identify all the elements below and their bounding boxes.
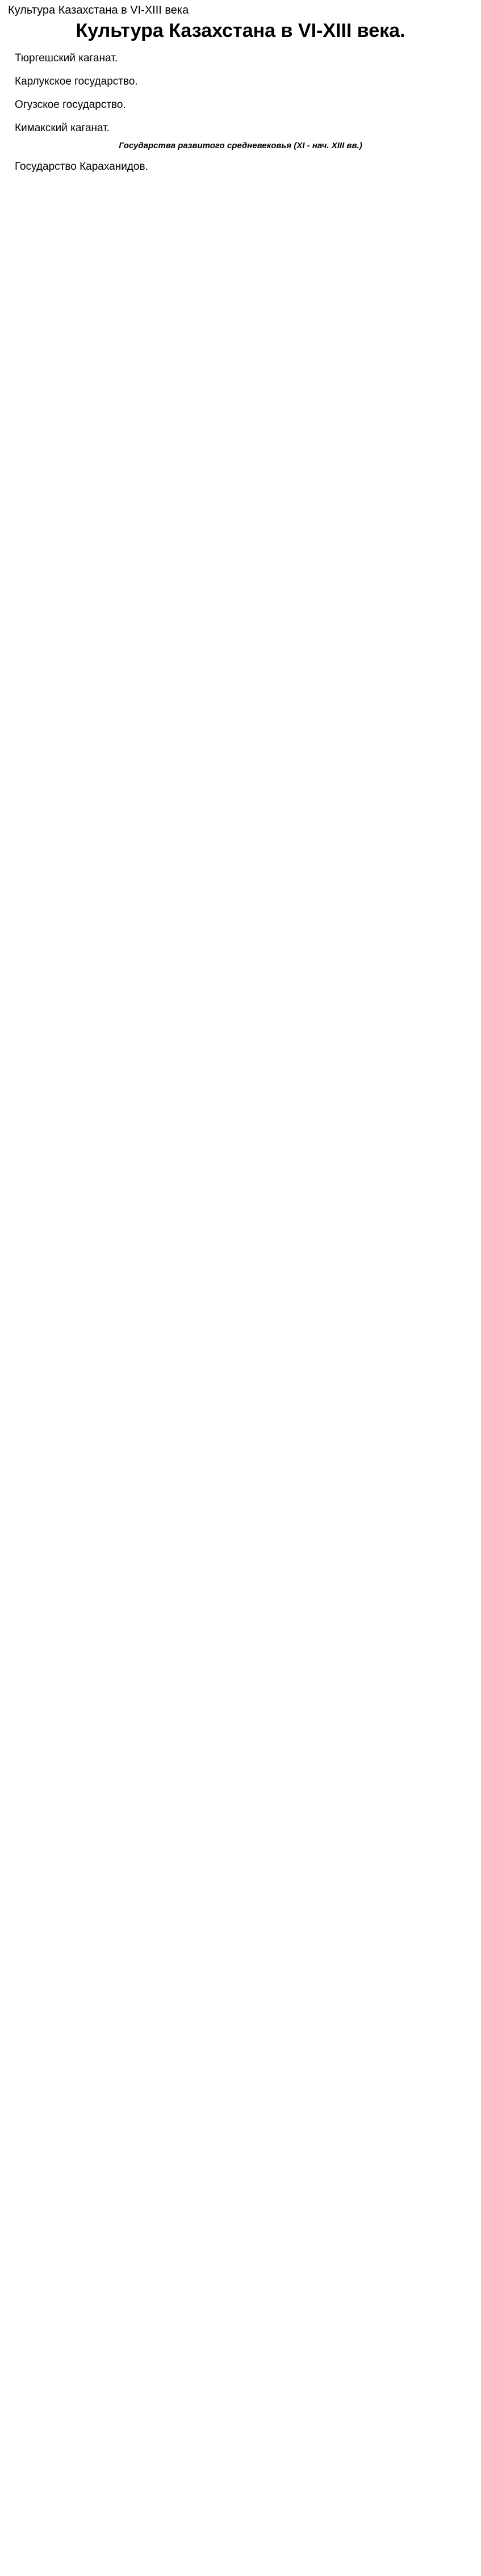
article-title: Культура Казахстана в VI-XIII века. (76, 20, 405, 41)
section-heading: Карлукское государство. (15, 76, 138, 87)
section-heading: Тюргешский каганат. (15, 52, 118, 64)
article-body (8, 51, 473, 174)
section-heading: Кимакский каганат. (15, 122, 110, 134)
section-heading: Государство Караханидов. (15, 161, 148, 173)
page-header-title: Культура Казахстана в VI-XIII века (8, 4, 189, 16)
document-page (0, 0, 481, 183)
section-heading: Огузское государство. (15, 99, 126, 111)
map-caption: Государства развитого средневековья (XI - нач. XIII вв.) (119, 141, 362, 150)
